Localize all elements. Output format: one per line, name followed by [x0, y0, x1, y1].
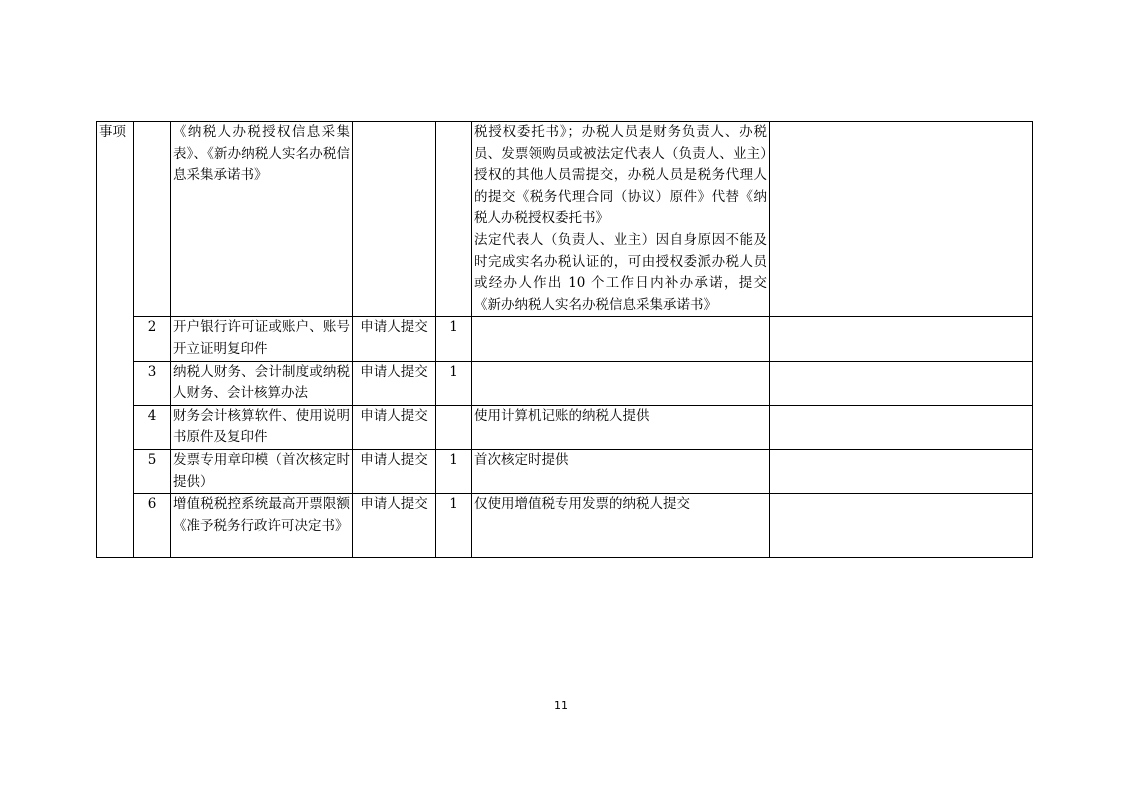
material-notes	[472, 361, 770, 405]
row-number: 5	[134, 449, 171, 493]
material-name: 增值税税控系统最高开票限额《准予税务行政许可决定书》	[171, 494, 353, 558]
material-source: 申请人提交	[353, 361, 436, 405]
copies-count	[436, 405, 472, 449]
row-number: 6	[134, 494, 171, 558]
row-number	[134, 122, 171, 317]
material-source: 申请人提交	[353, 494, 436, 558]
materials-table	[96, 121, 1033, 558]
material-name: 纳税人财务、会计制度或纳税人财务、会计核算办法	[171, 361, 353, 405]
remarks-cell	[770, 405, 1033, 449]
table-row	[97, 361, 1033, 405]
table-row	[97, 317, 1033, 361]
copies-count: 1	[436, 449, 472, 493]
remarks-cell	[770, 494, 1033, 558]
remarks-cell	[770, 449, 1033, 493]
copies-count: 1	[436, 317, 472, 361]
material-name: 开户银行许可证或账户、账号开立证明复印件	[171, 317, 353, 361]
remarks-cell	[770, 317, 1033, 361]
table-row	[97, 494, 1033, 558]
material-name: 发票专用章印模（首次核定时提供）	[171, 449, 353, 493]
material-source: 申请人提交	[353, 405, 436, 449]
page-number: 11	[554, 699, 568, 712]
copies-count: 1	[436, 494, 472, 558]
copies-count: 1	[436, 361, 472, 405]
remarks-cell	[770, 122, 1033, 317]
copies-count	[436, 122, 472, 317]
table-row	[97, 449, 1033, 493]
material-source: 申请人提交	[353, 317, 436, 361]
material-notes: 仅使用增值税专用发票的纳税人提交	[472, 494, 770, 558]
material-notes	[472, 317, 770, 361]
row-number: 4	[134, 405, 171, 449]
material-source: 申请人提交	[353, 449, 436, 493]
row-number: 3	[134, 361, 171, 405]
category-cell: 事项	[97, 122, 134, 558]
material-notes: 使用计算机记账的纳税人提供	[472, 405, 770, 449]
material-notes: 首次核定时提供	[472, 449, 770, 493]
table-row	[97, 405, 1033, 449]
material-source	[353, 122, 436, 317]
material-name: 财务会计核算软件、使用说明书原件及复印件	[171, 405, 353, 449]
row-number: 2	[134, 317, 171, 361]
material-name: 《纳税人办税授权信息采集表》、《新办纳税人实名办税信息采集承诺书》	[171, 122, 353, 317]
table-row	[97, 122, 1033, 317]
remarks-cell	[770, 361, 1033, 405]
material-notes: 税授权委托书》；办税人员是财务负责人、办税员、发票领购员或被法定代表人（负责人、业主）授权的其他人员需提交，办税人员是税务代理人的提交《税务代理合同（协议）原件》代替《纳税人办税授权委托书》 法定代表人（负责人、业主）因自身原因不能及时完成实名办税认证的，可由授权委派办税人员或经办人作出 10 个工作日内补办承诺，提交《新办纳税人实名办税信息采集承诺书》	[472, 122, 770, 317]
